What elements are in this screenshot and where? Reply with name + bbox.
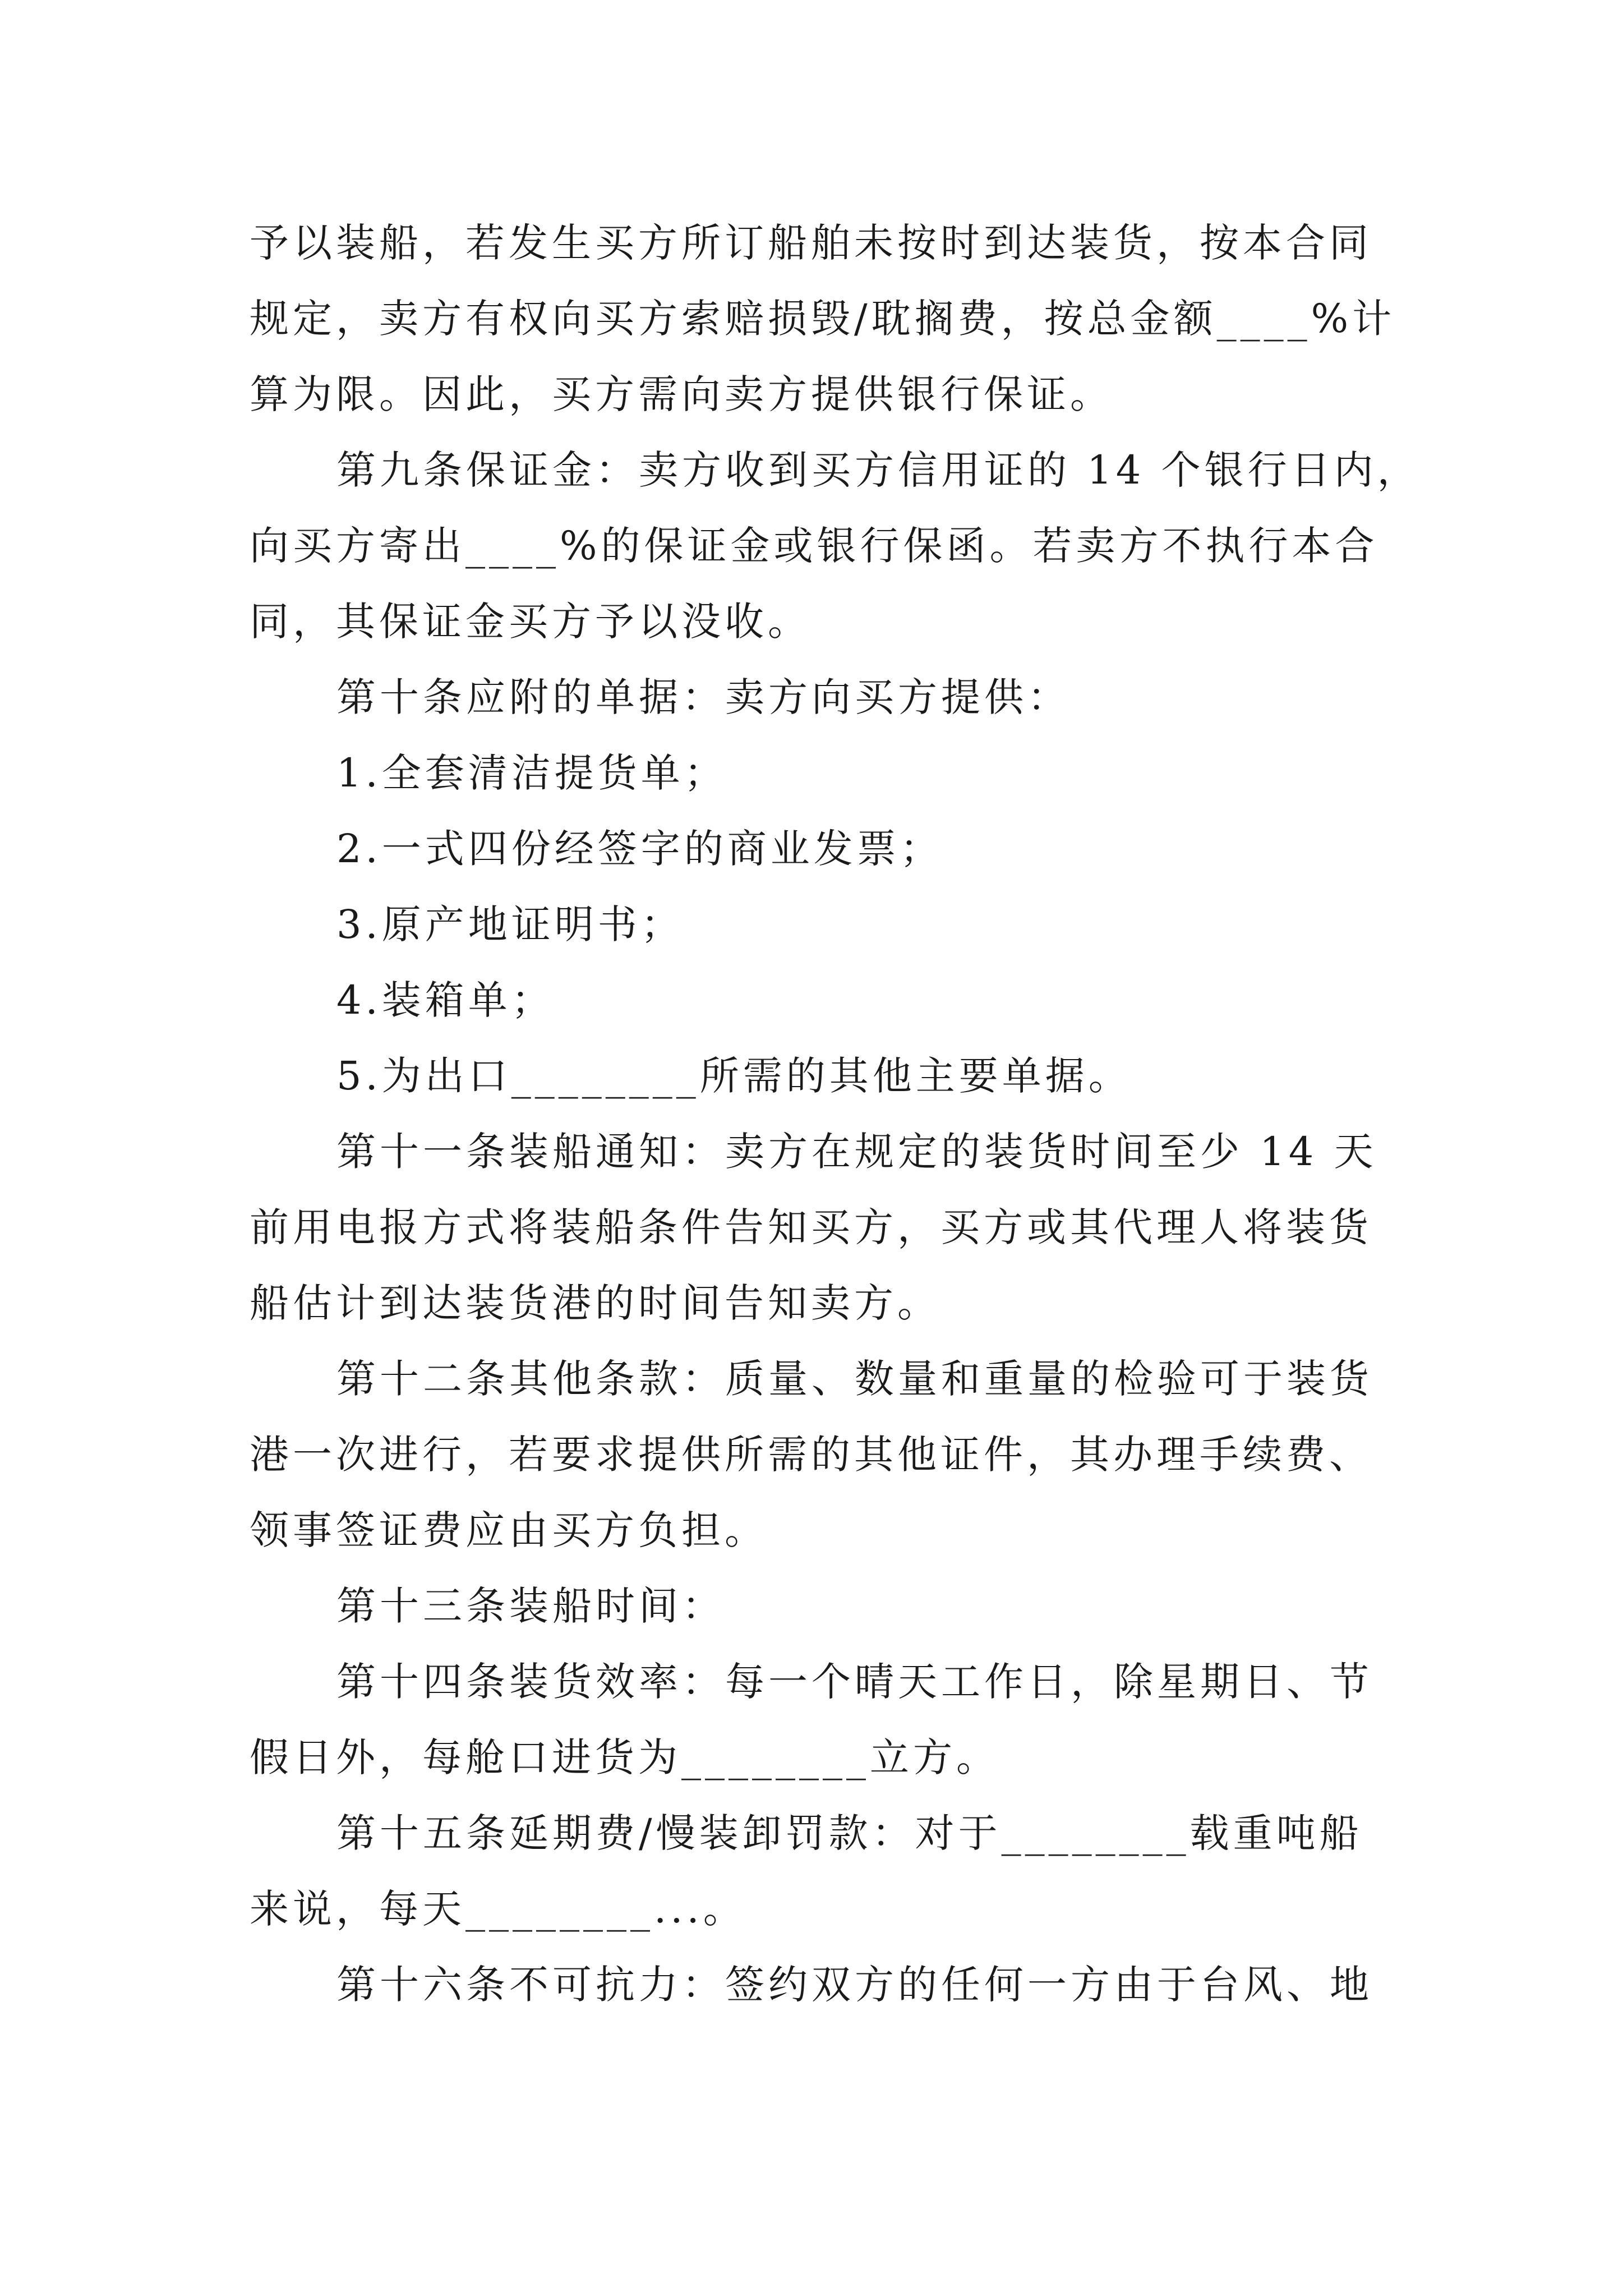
text-line: 算为限。因此，买方需向卖方提供银行保证。 <box>250 371 1113 417</box>
clause-11-heading: 第十一条装船通知：卖方在规定的装货时间至少 14 天 <box>336 1129 1377 1175</box>
clause-16-heading: 第十六条不可抗力：签约双方的任何一方由于台风、地 <box>336 1962 1373 2008</box>
clause-13-heading: 第十三条装船时间： <box>336 1583 725 1629</box>
text-line: 予以装船，若发生买方所订船舶未按时到达装货，按本合同 <box>250 220 1372 266</box>
clause-9-heading: 第九条保证金：卖方收到买方信用证的 14 个银行日内， <box>336 447 1421 493</box>
list-item: 1.全套清洁提货单； <box>336 750 727 796</box>
clause-14-heading: 第十四条装货效率：每一个晴天工作日，除星期日、节 <box>336 1659 1373 1705</box>
text-line: 向买方寄出____%的保证金或银行保函。若卖方不执行本合 <box>250 523 1378 569</box>
list-item: 2.一式四份经签字的商业发票； <box>336 826 943 872</box>
text-line: 假日外，每舱口进货为________立方。 <box>250 1734 999 1780</box>
text-line: 规定，卖方有权向买方索赔损毁/耽搁费，按总金额____%计 <box>250 296 1396 342</box>
clause-12-heading: 第十二条其他条款：质量、数量和重量的检验可于装货 <box>336 1356 1373 1402</box>
text-line: 前用电报方式将装船条件告知买方，买方或其代理人将装货 <box>250 1204 1372 1250</box>
text-line: 来说，每天________...。 <box>250 1886 746 1932</box>
text-line: 船估计到达装货港的时间告知卖方。 <box>250 1280 940 1326</box>
text-line: 领事签证费应由买方负担。 <box>250 1507 768 1553</box>
list-item: 3.原产地证明书； <box>336 901 684 947</box>
clause-15-heading: 第十五条延期费/慢装卸罚款：对于________载重吨船 <box>336 1810 1363 1856</box>
text-line: 港一次进行，若要求提供所需的其他证件，其办理手续费、 <box>250 1432 1372 1478</box>
text-line: 同，其保证金买方予以没收。 <box>250 599 811 645</box>
list-item: 5.为出口________所需的其他主要单据。 <box>336 1053 1132 1099</box>
list-item: 4.装箱单； <box>336 977 555 1023</box>
clause-10-heading: 第十条应附的单据：卖方向买方提供： <box>336 674 1071 720</box>
